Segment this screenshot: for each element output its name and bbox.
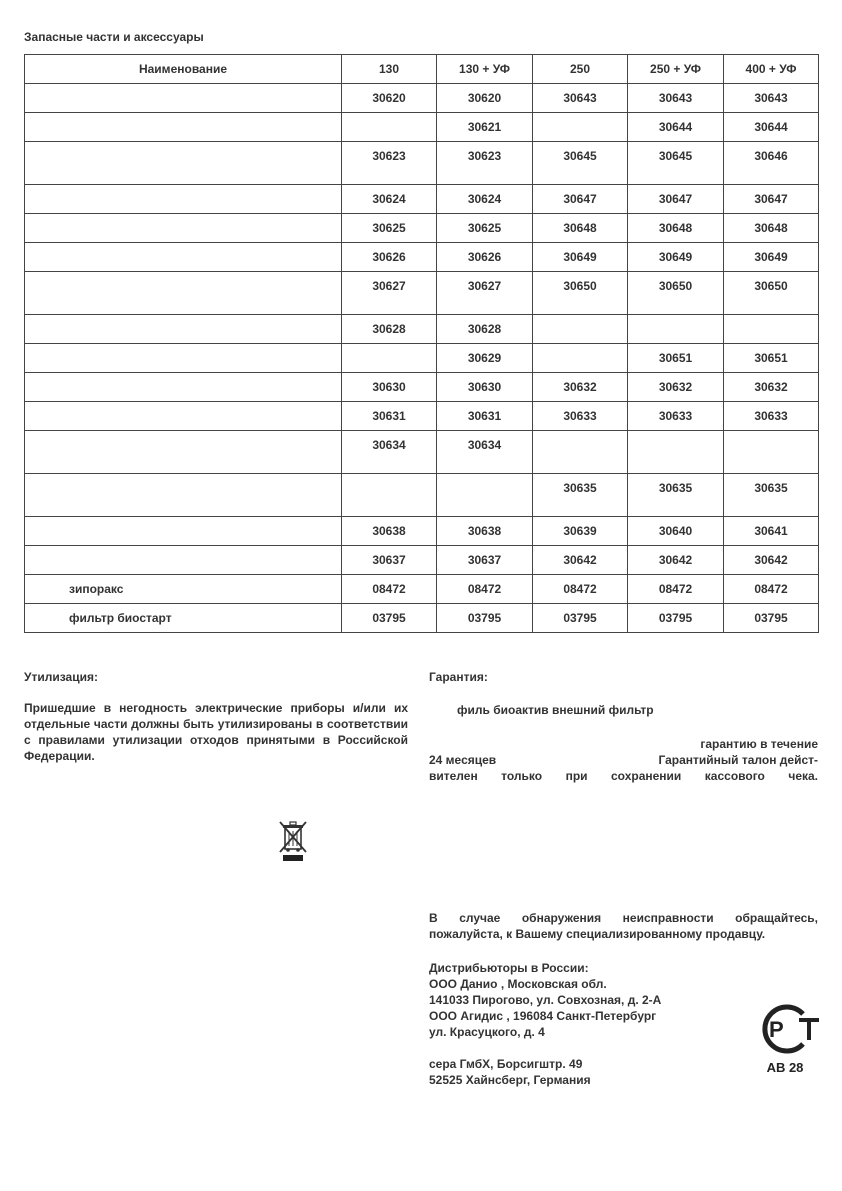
table-row [25,604,819,633]
table-row [25,113,819,142]
part-number-cell: 30623 [437,142,533,185]
table-row [25,575,819,604]
part-number-cell: 03795 [628,604,724,633]
disposal-section [24,670,408,764]
part-name-cell [25,546,342,575]
part-number-cell: 03795 [437,604,533,633]
part-number-cell [437,474,533,517]
part-number-cell: 30633 [533,402,628,431]
part-number-cell: 30637 [437,546,533,575]
part-number-cell: 30650 [724,272,819,315]
part-number-cell: 30627 [342,272,437,315]
part-number-cell: 30632 [533,373,628,402]
part-name-cell [25,84,342,113]
part-number-cell: 30628 [437,315,533,344]
part-number-cell [342,344,437,373]
table-row [25,243,819,272]
part-number-cell: 30648 [533,214,628,243]
part-number-cell: 30644 [724,113,819,142]
part-number-cell: 30649 [724,243,819,272]
part-number-cell: 30651 [724,344,819,373]
part-number-cell: 30620 [342,84,437,113]
part-number-cell: 30625 [342,214,437,243]
table-body [25,84,819,633]
part-number-cell: 30623 [342,142,437,185]
part-number-cell: 30642 [533,546,628,575]
part-name-cell [25,185,342,214]
distributor-line: ООО Агидис , 196084 Санкт-Петербург [429,1009,657,1023]
part-number-cell: 30646 [724,142,819,185]
part-name-cell [25,272,342,315]
part-number-cell: 30626 [437,243,533,272]
certification-code: АВ 28 [766,1060,804,1075]
part-number-cell: 30649 [628,243,724,272]
part-number-cell: 08472 [628,575,724,604]
part-number-cell: 30639 [533,517,628,546]
part-number-cell: 30633 [628,402,724,431]
part-name-cell [25,315,342,344]
part-number-cell [342,474,437,517]
warranty-validity: вителен только при сохранении кассового чека. [429,769,818,783]
table-row [25,142,819,185]
column-header-250: 250 [533,55,628,84]
part-number-cell: 30620 [437,84,533,113]
part-number-cell: 30628 [342,315,437,344]
part-number-cell: 30621 [437,113,533,142]
part-number-cell: 30626 [342,243,437,272]
part-name-cell: зипоракс [25,575,342,604]
part-number-cell: 30637 [342,546,437,575]
part-number-cell: 30624 [437,185,533,214]
warranty-term-right: гарантию в течение [700,737,818,751]
spare-parts-table [24,54,819,633]
disposal-title: Утилизация: [24,670,98,684]
disposal-text: Пришедшие в негодность электрические приборы и/или их отдельные части должны быть утилизированы в соответствии с правилами утилизации отходов принятыми в Российской Федерации. [24,701,408,763]
part-number-cell: 30648 [724,214,819,243]
part-number-cell: 30644 [628,113,724,142]
part-name-cell [25,373,342,402]
part-number-cell: 08472 [533,575,628,604]
column-header-name: Наименование [25,55,342,84]
part-number-cell: 30625 [437,214,533,243]
part-number-cell: 30632 [628,373,724,402]
part-number-cell: 30632 [724,373,819,402]
part-number-cell: 30635 [628,474,724,517]
part-number-cell: 30642 [724,546,819,575]
part-name-cell [25,431,342,474]
part-number-cell: 08472 [437,575,533,604]
part-name-cell: фильтр биостарт [25,604,342,633]
warranty-term [429,736,818,784]
table-row [25,272,819,315]
certification-mark [749,1000,821,1080]
part-number-cell [628,431,724,474]
part-name-cell [25,402,342,431]
part-number-cell: 30631 [342,402,437,431]
part-number-cell: 30638 [437,517,533,546]
part-number-cell [533,344,628,373]
distributors-title: Дистрибьюторы в России: [429,961,589,975]
part-number-cell: 30634 [437,431,533,474]
table-row [25,431,819,474]
part-number-cell: 30641 [724,517,819,546]
crossed-bin-icon [278,820,308,862]
part-number-cell [342,113,437,142]
distributor-line: ООО Данио , Московская обл. [429,977,607,991]
part-number-cell: 30645 [628,142,724,185]
part-number-cell [628,315,724,344]
part-number-cell [724,315,819,344]
part-number-cell: 30630 [342,373,437,402]
part-number-cell: 03795 [342,604,437,633]
manufacturer-line: 52525 Хайнсберг, Германия [429,1073,591,1087]
part-number-cell: 30627 [437,272,533,315]
part-name-cell [25,344,342,373]
table-row [25,373,819,402]
warranty-title: Гарантия: [429,670,488,684]
part-name-cell [25,142,342,185]
part-number-cell: 30647 [628,185,724,214]
gost-rst-icon [749,1000,821,1058]
part-number-cell: 30649 [533,243,628,272]
column-header-250-uv: 250 + УФ [628,55,724,84]
column-header-400-uv: 400 + УФ [724,55,819,84]
service-note: В случае обнаружения неисправности обращайтесь, пожалуйста, к Вашему специализированному продавцу. [429,911,818,941]
column-header-130: 130 [342,55,437,84]
part-number-cell: 30647 [533,185,628,214]
part-name-cell [25,243,342,272]
table-row [25,84,819,113]
table-row [25,185,819,214]
part-number-cell: 03795 [533,604,628,633]
part-number-cell: 30640 [628,517,724,546]
part-number-cell: 30647 [724,185,819,214]
distributor-line: ул. Красуцкого, д. 4 [429,1025,545,1039]
part-number-cell: 30645 [533,142,628,185]
warranty-product: филь биоактив внешний фильтр [457,703,654,717]
page-heading: Запасные части и аксессуары [24,30,204,44]
part-number-cell: 30638 [342,517,437,546]
warranty-coupon: Гарантийный талон дейст- [658,753,818,767]
manufacturer-line: сера ГмбХ, Борсигштр. 49 [429,1057,583,1071]
warranty-term-line [429,752,818,768]
table-row [25,214,819,243]
part-number-cell: 30643 [724,84,819,113]
part-number-cell: 30629 [437,344,533,373]
part-name-cell [25,474,342,517]
warranty-months: 24 месяцев [429,753,497,767]
distributors-block [429,960,729,1088]
part-name-cell [25,214,342,243]
part-number-cell: 30651 [628,344,724,373]
part-number-cell: 30648 [628,214,724,243]
table-row [25,546,819,575]
part-number-cell [724,431,819,474]
part-number-cell: 30650 [628,272,724,315]
table-row [25,474,819,517]
part-number-cell [533,315,628,344]
part-number-cell: 30635 [533,474,628,517]
part-number-cell: 30650 [533,272,628,315]
part-number-cell: 08472 [342,575,437,604]
part-number-cell: 03795 [724,604,819,633]
table-row [25,517,819,546]
table-row [25,315,819,344]
part-number-cell: 30624 [342,185,437,214]
part-name-cell [25,517,342,546]
part-number-cell: 30642 [628,546,724,575]
svg-text:Р: Р [769,1017,784,1042]
warranty-section [429,670,818,1087]
table-row [25,402,819,431]
part-number-cell: 30630 [437,373,533,402]
column-header-130-uv: 130 + УФ [437,55,533,84]
part-name-cell [25,113,342,142]
part-number-cell: 30643 [533,84,628,113]
table-row [25,344,819,373]
distributor-line: 141033 Пирогово, ул. Совхозная, д. 2-А [429,993,662,1007]
part-number-cell [533,431,628,474]
part-number-cell: 30631 [437,402,533,431]
part-number-cell: 30643 [628,84,724,113]
part-number-cell: 30633 [724,402,819,431]
table-header-row [25,55,819,84]
part-number-cell: 30634 [342,431,437,474]
part-number-cell: 30635 [724,474,819,517]
part-number-cell [533,113,628,142]
part-number-cell: 08472 [724,575,819,604]
